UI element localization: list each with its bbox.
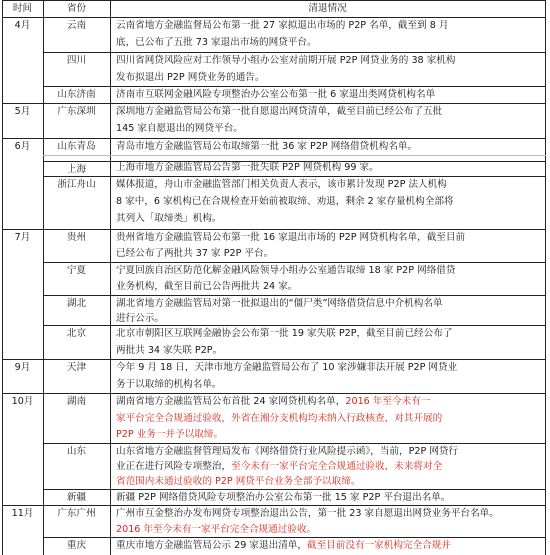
province-shandong: 山东	[66, 446, 87, 457]
province-guangdong-guangzhou: 广东广州	[57, 508, 96, 519]
province-ningxia: 宁夏	[66, 265, 87, 276]
status-highlight: 2016 年至今未有一家平台完全合规通过验收。	[116, 524, 317, 535]
province-yunnan: 云南	[66, 20, 87, 31]
status-line: 8 家中，6 家机构已在合规检查开始前被取缔、劝退，剩余 2 家存量机构全部将	[116, 196, 454, 207]
status-highlight: 至今未有一家平台完全合规通过验收，未来将对全	[231, 461, 443, 472]
status-line: 145 家自愿退出的网贷平台。	[116, 123, 243, 134]
status-highlight: P2P 业务一并予以取缔。	[116, 429, 224, 440]
table-border-left	[2, 0, 3, 555]
month-label: 7月	[14, 232, 31, 243]
status-highlight: 2016 年至今未有一	[345, 396, 431, 407]
month-label: 10月	[11, 396, 34, 407]
status-line: 其列入「取缔类」机构。	[116, 213, 222, 224]
status-line: 四川省网贷风险应对工作领导小组办公室对前期开展 P2P 网贷业务的 38 家机构	[116, 55, 456, 66]
province-tianjin: 天津	[66, 362, 87, 373]
month-label: 6月	[14, 141, 31, 152]
status-line: 北京市朝阳区互联网金融协会公布第一批 19 家失联 P2P，截至目前已经公布了	[116, 328, 453, 339]
province-xinjiang: 新疆	[66, 492, 87, 503]
status-line: 云南省地方金融监督局公布第一批 27 家拟退出市场的 P2P 名单，截至到 8 月	[116, 20, 449, 31]
status-line	[116, 537, 541, 555]
province-hunan: 湖南	[66, 396, 87, 407]
province-chongqing: 重庆	[66, 540, 87, 551]
month-label: 9月	[14, 362, 31, 373]
status-highlight: 家平台完全合规通过验收，外省在湘分支机构均未纳入行政核查，对其开展的	[116, 413, 443, 424]
province-guizhou: 贵州	[66, 232, 87, 243]
status-line: 深圳地方金融监管局公布第一批自愿退出网贷清单，截至目前已经公布了五批	[116, 106, 443, 117]
status-text: 业正在进行风险专项整治，	[116, 461, 232, 472]
status-line: 新疆 P2P 网络借贷风险专项整治办公室公布第一批 15 家 P2P 平台退出名单。	[116, 492, 451, 503]
month-label: 4月	[14, 20, 31, 31]
status-line: 贵州省地方金融监管局公布第一批 16 家退出市场的 P2P 网贷机构名单，截至目前	[116, 232, 466, 243]
status-line: 务于以取缔的机构名单。	[116, 379, 222, 390]
table-border-right	[545, 0, 546, 555]
status-highlight: 省范围内未通过验收的 P2P 网贷平台业务全部予以取缔。	[116, 476, 361, 487]
header-status: 清退情况	[308, 3, 347, 14]
status-line	[116, 393, 541, 411]
header-time: 时间	[12, 3, 33, 14]
status-line: 两批共 34 家失联 P2P。	[116, 345, 223, 356]
status-line: 宁夏回族自治区防范化解金融风险领导小组办公室通告取缔 18 家 P2P 网络借贷	[116, 265, 456, 276]
province-shanghai: 上海	[66, 164, 87, 175]
status-line: 媒体报道，舟山市金融监管部门相关负责人表示，该市累计发现 P2P 法人机构	[116, 179, 447, 190]
status-text: 重庆市地方金融监管局公示 29 家退出清单，	[116, 540, 307, 551]
status-text: 湖南省地方金融监管局公布首批 24 家网贷机构名单，	[116, 396, 346, 407]
status-line: 今年 9 月 18 日，天津市地方金融监管局公布了 10 家涉嫌非法开展 P2P 网贷业	[116, 362, 458, 373]
province-shandong-jinan: 山东济南	[57, 89, 96, 100]
status-highlight: 截至目前没有一家机构完全合规并	[307, 540, 451, 551]
province-sichuan: 四川	[66, 55, 87, 66]
status-line: 业务机构，截至目前已公告两批共 24 家。	[116, 281, 298, 292]
province-hubei: 湖北	[66, 298, 87, 309]
month-label: 11月	[11, 508, 34, 519]
status-line: 上海市地方金融监管局公告第一批失联 P2P 网贷机构 99 家。	[116, 162, 379, 173]
status-line: 发布拟退出 P2P 网贷业务的通告。	[116, 72, 265, 83]
column-divider-province	[110, 0, 111, 555]
province-beijing: 北京	[66, 328, 87, 339]
status-line: 青岛市地方金融监管局公布取缔第一批 36 家 P2P 网络借贷机构名单。	[116, 141, 418, 152]
status-line: 湖北省地方金融监管局对第一批拟退出的“僵尸类”网络借贷信息中介机构名单	[116, 298, 443, 309]
status-line: 广州市互金整治办发布网贷专项整治退出公告，第一批 23 家自愿退出网贷业务平台名单。	[116, 508, 499, 519]
month-label: 5月	[14, 106, 31, 117]
status-line: 已经公布了两批共 37 家 P2P 平台。	[116, 248, 274, 259]
province-guangdong-shenzhen: 广东深圳	[57, 106, 96, 117]
province-shandong-qingdao: 山东青岛	[57, 141, 96, 152]
status-line: 进行公示。	[116, 313, 164, 324]
status-line: 山东省地方金融监督管理局发布《网络借贷行业风险提示函》，当前，P2P 网贷行	[116, 446, 459, 457]
header-province: 省份	[66, 3, 87, 14]
status-line: 底，已公布了五批 73 家退出市场的网贷平台。	[116, 37, 317, 48]
status-line: 济南市互联网金融风险专项整治办公室公布第一批 6 家退出类网贷机构名单	[116, 89, 436, 100]
province-zhejiang-zhoushan: 浙江舟山	[57, 179, 96, 190]
